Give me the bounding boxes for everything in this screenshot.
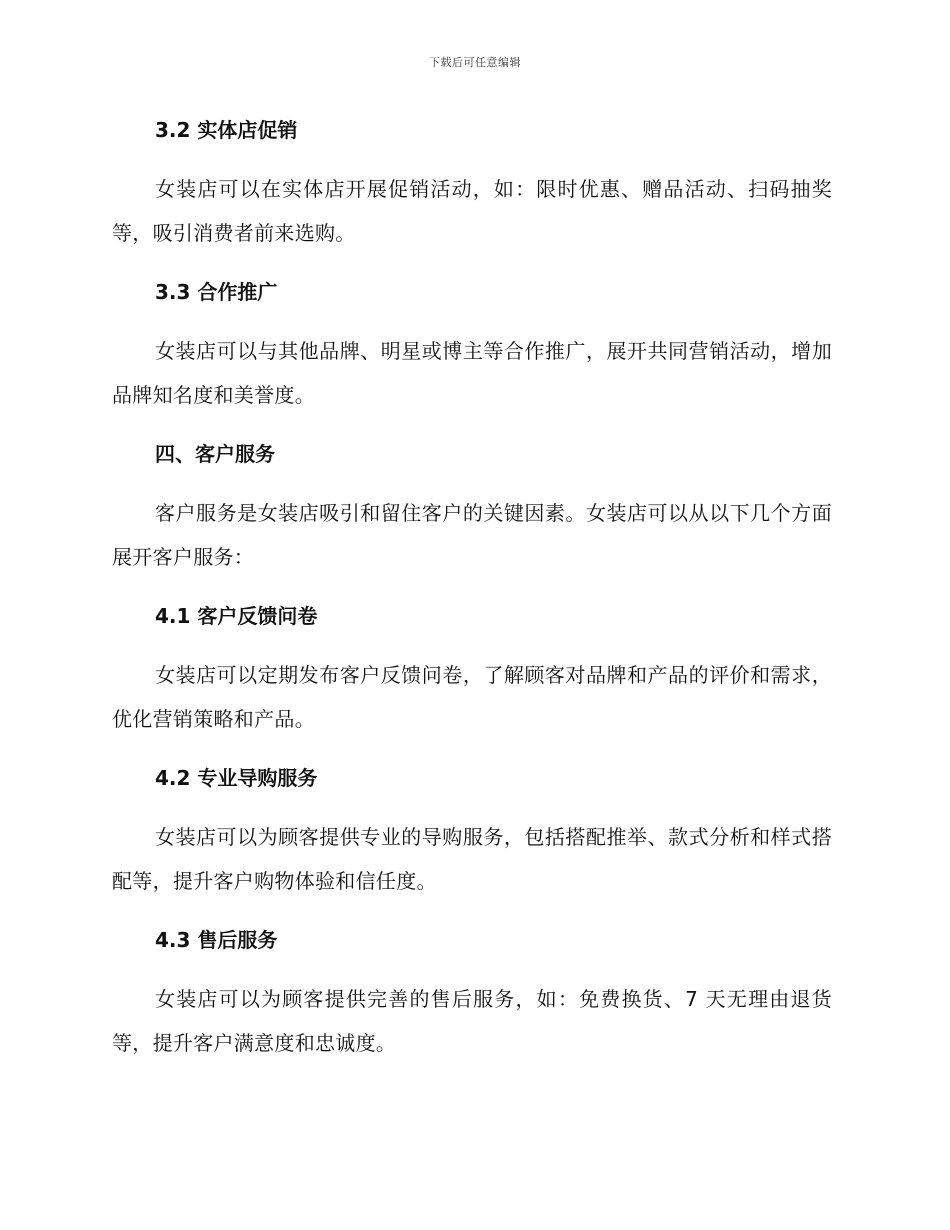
section-paragraph-4-1: 女装店可以定期发布客户反馈问卷，了解顾客对品牌和产品的评价和需求，优化营销策略和产品。 xyxy=(112,663,832,731)
section-paragraph-3-2: 女装店可以在实体店开展促销活动，如：限时优惠、赠品活动、扫码抽奖等，吸引消费者前来选购。 xyxy=(112,177,832,245)
section-heading-4-3: 4.3 售后服务 xyxy=(155,928,278,952)
section-paragraph-3-3: 女装店可以与其他品牌、明星或博主等合作推广，展开共同营销活动，增加品牌知名度和美誉度。 xyxy=(112,339,832,407)
section-paragraph-4: 客户服务是女装店吸引和留住客户的关键因素。女装店可以从以下几个方面展开客户服务： xyxy=(112,501,832,569)
section-heading-3-2: 3.2 实体店促销 xyxy=(155,118,298,142)
section-heading-4-1: 4.1 客户反馈问卷 xyxy=(155,604,318,628)
section-heading-4-2: 4.2 专业导购服务 xyxy=(155,766,318,790)
document-body xyxy=(112,108,832,1080)
section-heading-3-3: 3.3 合作推广 xyxy=(155,280,278,304)
section-heading-4: 四、客户服务 xyxy=(155,442,275,466)
page-header-note: 下载后可任意编辑 xyxy=(429,56,521,69)
section-paragraph-4-2: 女装店可以为顾客提供专业的导购服务，包括搭配推举、款式分析和样式搭配等，提升客户购物体验和信任度。 xyxy=(112,825,832,893)
section-paragraph-4-3: 女装店可以为顾客提供完善的售后服务，如：免费换货、7 天无理由退货等，提升客户满意度和忠诚度。 xyxy=(112,987,832,1055)
